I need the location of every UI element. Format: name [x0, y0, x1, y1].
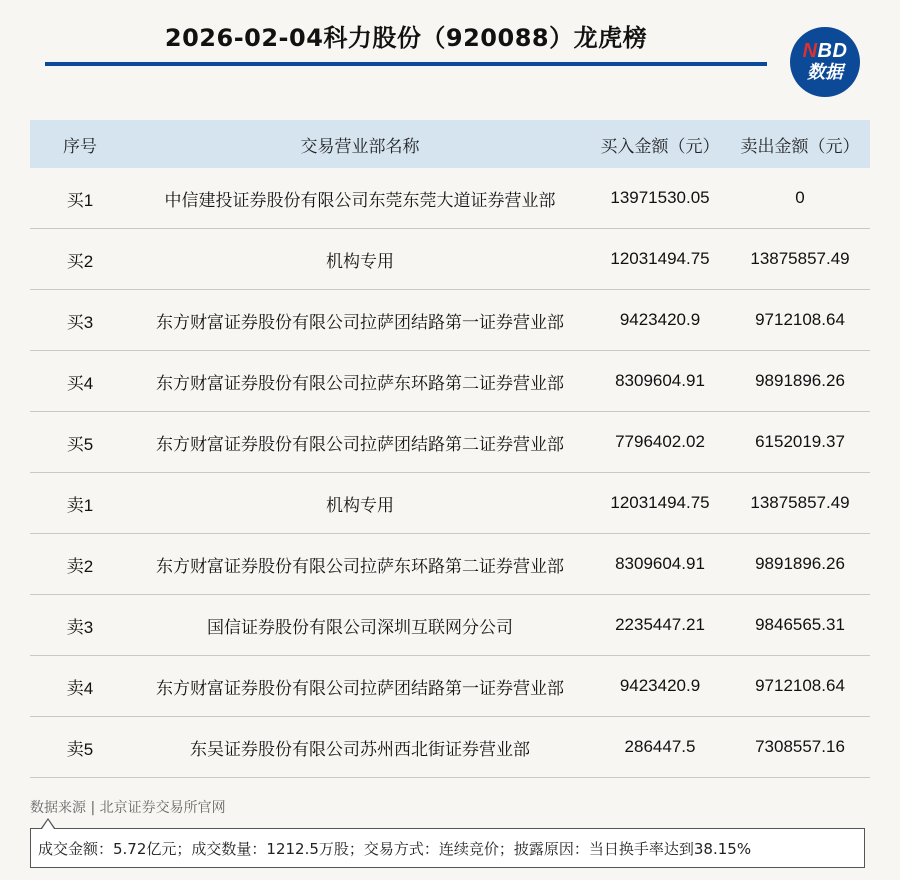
row-seq: 买1	[66, 190, 94, 210]
row-seq: 卖4	[66, 678, 94, 698]
row-buy-amount: 12031494.75	[610, 493, 710, 512]
nbd-logo	[790, 27, 860, 97]
table-header	[30, 120, 870, 168]
row-buy-amount: 8309604.91	[615, 371, 705, 390]
column-header-name: 交易营业部名称	[300, 136, 420, 157]
row-seq: 买5	[66, 434, 94, 454]
row-buy-amount: 286447.5	[624, 737, 696, 756]
table-row	[30, 351, 870, 412]
row-seq: 卖2	[66, 556, 94, 576]
row-sell-amount: 6152019.37	[755, 432, 845, 451]
row-seq: 买4	[66, 373, 94, 393]
row-buy-amount: 7796402.02	[615, 432, 705, 451]
row-seq: 卖5	[66, 739, 94, 759]
row-branch-name: 机构专用	[326, 495, 394, 515]
row-sell-amount: 9846565.31	[755, 615, 845, 634]
logo-n: N	[802, 40, 818, 62]
title-underline	[45, 62, 767, 66]
row-branch-name: 东方财富证券股份有限公司拉萨团结路第二证券营业部	[156, 434, 564, 454]
row-branch-name: 机构专用	[326, 251, 394, 271]
column-header-seq: 序号	[63, 136, 97, 157]
table-row	[30, 534, 870, 595]
row-branch-name: 东吴证券股份有限公司苏州西北街证券营业部	[190, 739, 530, 759]
row-buy-amount: 9423420.9	[619, 310, 701, 329]
table-row	[30, 412, 870, 473]
row-sell-amount: 0	[795, 188, 805, 207]
note-pointer-fill	[42, 820, 54, 829]
table-row	[30, 656, 870, 717]
row-sell-amount: 9891896.26	[755, 554, 845, 573]
row-buy-amount: 9423420.9	[619, 676, 701, 695]
table-row	[30, 717, 870, 778]
row-sell-amount: 13875857.49	[750, 249, 850, 268]
row-branch-name: 东方财富证券股份有限公司拉萨团结路第一证券营业部	[156, 312, 564, 332]
page-title: 2026-02-04科力股份（920088）龙虎榜	[164, 24, 648, 52]
dragon-tiger-table	[30, 120, 870, 778]
row-sell-amount: 7308557.16	[755, 737, 845, 756]
row-branch-name: 东方财富证券股份有限公司拉萨团结路第一证券营业部	[156, 678, 564, 698]
row-sell-amount: 13875857.49	[750, 493, 850, 512]
row-branch-name: 东方财富证券股份有限公司拉萨东环路第二证券营业部	[156, 373, 564, 393]
row-seq: 买2	[66, 251, 94, 271]
row-seq: 卖3	[66, 617, 94, 637]
row-branch-name: 东方财富证券股份有限公司拉萨东环路第二证券营业部	[156, 556, 564, 576]
column-header-buy: 买入金额（元）	[600, 136, 720, 157]
table-row	[30, 595, 870, 656]
column-header-sell: 卖出金额（元）	[740, 136, 860, 157]
row-sell-amount: 9712108.64	[755, 310, 845, 329]
row-buy-amount: 8309604.91	[615, 554, 705, 573]
data-source: 数据来源 | 北京证券交易所官网	[30, 800, 226, 816]
table-row	[30, 473, 870, 534]
row-buy-amount: 13971530.05	[610, 188, 710, 207]
row-seq: 卖1	[66, 495, 94, 515]
row-branch-name: 中信建投证券股份有限公司东莞东莞大道证券营业部	[164, 190, 556, 210]
row-branch-name: 国信证券股份有限公司深圳互联网分公司	[207, 617, 513, 637]
row-seq: 买3	[66, 312, 94, 332]
row-buy-amount: 12031494.75	[610, 249, 710, 268]
row-sell-amount: 9891896.26	[755, 371, 845, 390]
row-sell-amount: 9712108.64	[755, 676, 845, 695]
row-buy-amount: 2235447.21	[615, 615, 705, 634]
logo-data-label: 数据	[807, 62, 843, 82]
trade-summary-note	[30, 828, 865, 868]
logo-bd: BD	[817, 40, 848, 62]
table-row	[30, 290, 870, 351]
table-row	[30, 168, 870, 229]
trade-summary-text: 成交金额：5.72亿元；成交数量：1212.5万股；交易方式：连续竞价；披露原因：当日换手率达到38.15%	[38, 839, 752, 858]
table-row	[30, 229, 870, 290]
